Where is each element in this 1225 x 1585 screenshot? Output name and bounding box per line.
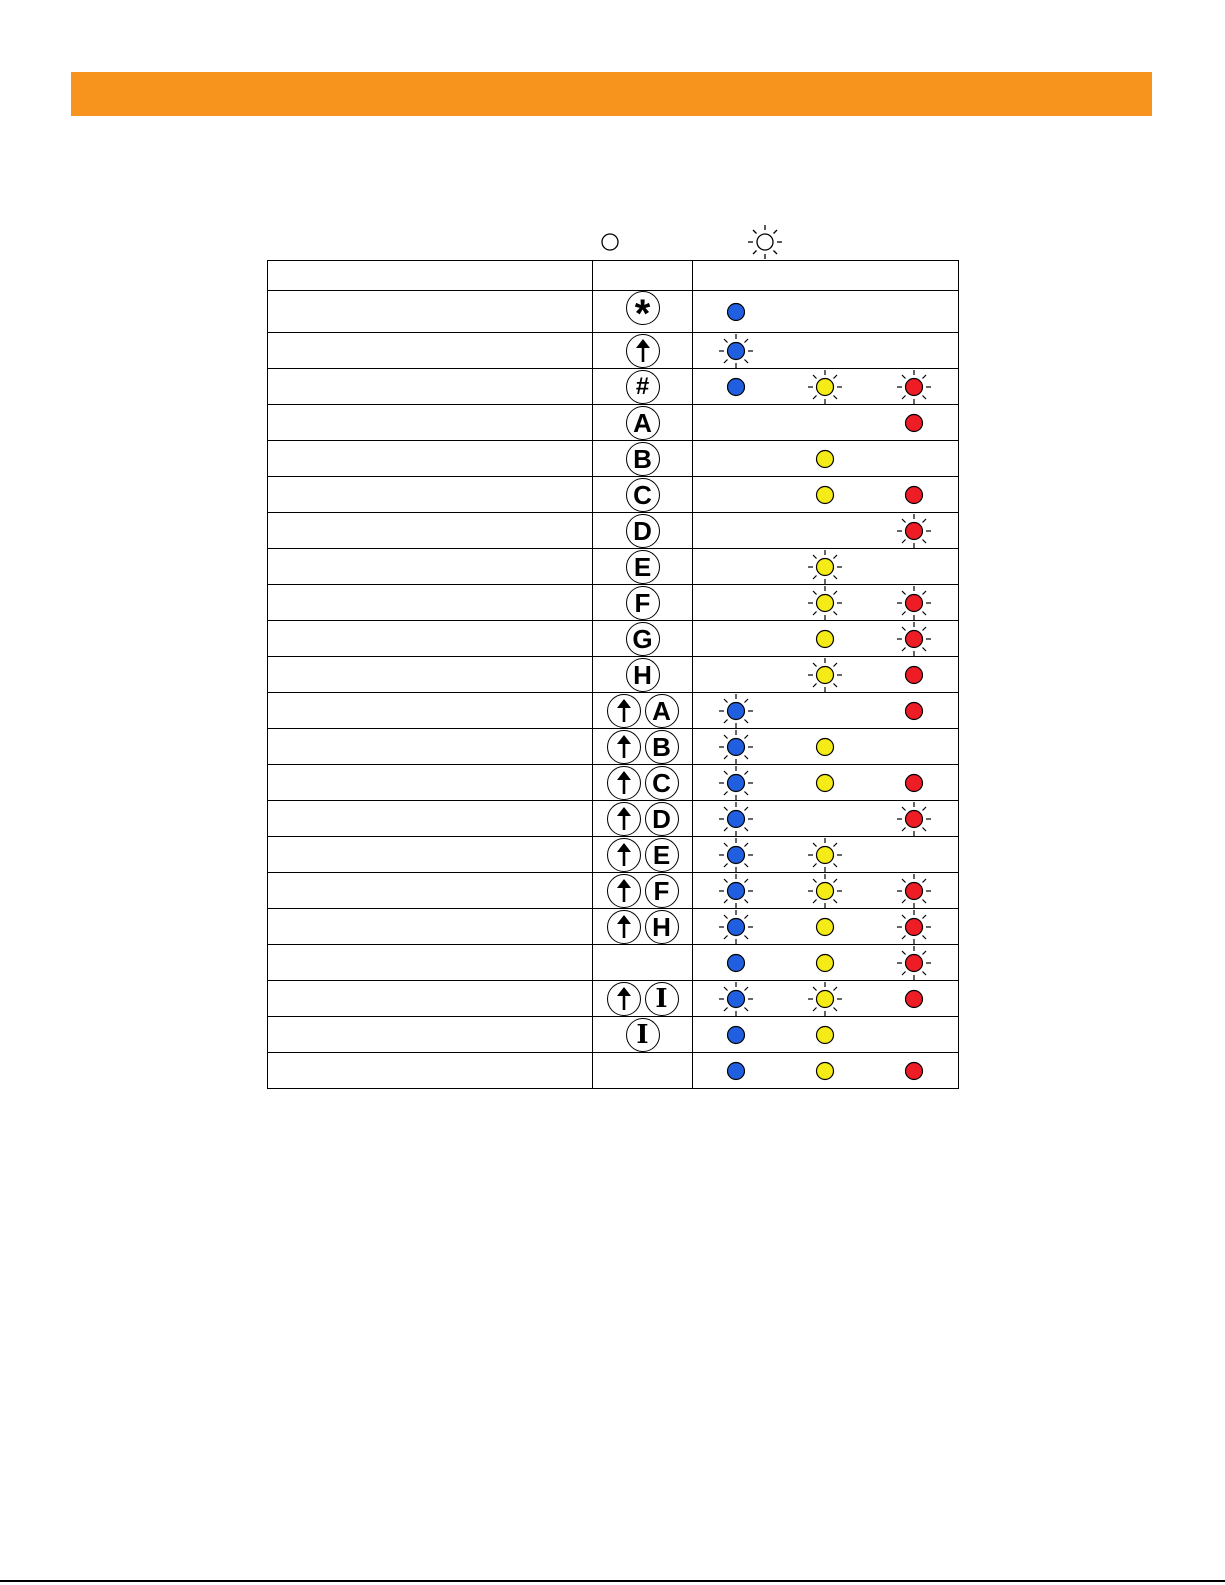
description-cell [268,513,593,549]
key-sequence [607,730,679,764]
led-state-cell [693,333,959,369]
e-key-icon: E [626,550,660,584]
yellow-led-on-icon [805,943,845,983]
key-sequence-cell [593,477,693,513]
blue-led-on-icon [716,943,756,983]
description-cell [268,405,593,441]
blue-led-flashing-icon [716,835,756,875]
yellow-led-on-icon [805,907,845,947]
yellow-led-on-icon [805,619,845,659]
header-cell-leds [693,261,959,291]
header-cell-keys [593,261,693,291]
table-row [268,657,959,693]
red-led-on-icon [894,475,934,515]
table-row [268,291,959,333]
led-state-cell [693,873,959,909]
led-state-cell [693,585,959,621]
yellow-led-on-icon [805,475,845,515]
shift-arrow-key-icon [607,694,641,728]
led-state-cell [693,405,959,441]
key-sequence [626,370,660,404]
description-cell [268,873,593,909]
table-row [268,621,959,657]
blue-led-flashing-icon [716,331,756,371]
key-sequence [607,694,679,728]
description-cell [268,441,593,477]
key-sequence-cell [593,621,693,657]
d-key-icon: D [626,514,660,548]
yellow-led-on-icon [805,763,845,803]
description-cell [268,549,593,585]
led-state-cell [693,981,959,1017]
table-row [268,1017,959,1053]
table-row [268,477,959,513]
description-cell [268,1017,593,1053]
description-cell [268,837,593,873]
key-sequence [607,766,679,800]
blue-led-on-icon [716,1051,756,1091]
shift-arrow-key-icon [607,982,641,1016]
header-bar [71,72,1152,116]
shift-arrow-key-icon [607,910,641,944]
key-sequence-cell [593,513,693,549]
table-row [268,405,959,441]
key-sequence-cell [593,369,693,405]
description-cell [268,909,593,945]
key-sequence-cell [593,1053,693,1089]
blue-led-on-icon [716,367,756,407]
key-sequence [626,1018,660,1052]
led-state-cell [693,291,959,333]
yellow-led-flashing-icon [805,547,845,587]
description-cell [268,291,593,333]
key-sequence-cell [593,1017,693,1053]
yellow-led-flashing-icon [805,979,845,1019]
legend-flashing-icon [747,224,783,254]
blue-led-flashing-icon [716,763,756,803]
red-led-on-icon [894,763,934,803]
red-led-on-icon [894,1051,934,1091]
c-key-icon: C [645,766,679,800]
red-led-flashing-icon [894,619,934,659]
yellow-led-flashing-icon [805,655,845,695]
shift-arrow-key-icon [607,802,641,836]
led-state-cell [693,477,959,513]
table-header-row [268,261,959,291]
yellow-led-on-icon [805,1015,845,1055]
b-key-icon: B [645,730,679,764]
f-key-icon: F [626,586,660,620]
table-row [268,333,959,369]
led-state-cell [693,621,959,657]
c-key-icon: C [626,478,660,512]
led-state-cell [693,441,959,477]
key-sequence [626,406,660,440]
led-state-cell [693,729,959,765]
key-sequence [626,586,660,620]
yellow-led-flashing-icon [805,871,845,911]
table-row [268,729,959,765]
key-sequence-cell [593,585,693,621]
key-sequence [626,622,660,656]
shift-arrow-key-icon [626,334,660,368]
led-state-cell [693,369,959,405]
red-led-flashing-icon [894,511,934,551]
key-sequence-cell [593,837,693,873]
table-row [268,693,959,729]
key-sequence [626,442,660,476]
i-key-icon: I [645,982,679,1016]
red-led-flashing-icon [894,799,934,839]
e-key-icon: E [645,838,679,872]
table-row [268,369,959,405]
a-key-icon: A [626,406,660,440]
yellow-led-flashing-icon [805,835,845,875]
key-sequence [626,658,660,692]
key-sequence-cell [593,657,693,693]
shift-arrow-key-icon [607,730,641,764]
blue-led-flashing-icon [716,799,756,839]
table-row [268,585,959,621]
table-row [268,801,959,837]
key-sequence [607,874,679,908]
yellow-led-flashing-icon [805,583,845,623]
red-led-on-icon [894,691,934,731]
bottom-rule [0,1580,1225,1582]
key-sequence-cell [593,291,693,336]
shift-arrow-key-icon [607,874,641,908]
table-row [268,873,959,909]
key-sequence [607,982,679,1016]
h-key-icon: H [626,658,660,692]
key-sequence [607,802,679,836]
key-sequence-cell [593,693,693,729]
red-led-flashing-icon [894,943,934,983]
blue-led-flashing-icon [716,727,756,767]
yellow-led-on-icon [805,1051,845,1091]
key-sequence [607,838,679,872]
led-state-cell [693,909,959,945]
red-led-flashing-icon [894,367,934,407]
description-cell [268,1053,593,1089]
description-cell [268,693,593,729]
blue-led-flashing-icon [716,871,756,911]
key-sequence-cell [593,765,693,801]
led-state-cell [693,945,959,981]
hash-key-icon: # [626,370,660,404]
led-state-cell [693,837,959,873]
yellow-led-flashing-icon [805,367,845,407]
table-row [268,1053,959,1089]
d-key-icon: D [645,802,679,836]
red-led-on-icon [894,655,934,695]
h-key-icon: H [645,910,679,944]
table-row [268,837,959,873]
key-sequence-cell [593,981,693,1017]
shift-arrow-key-icon [607,766,641,800]
red-led-flashing-icon [894,871,934,911]
table-row [268,981,959,1017]
led-state-cell [693,513,959,549]
led-state-cell [693,657,959,693]
blue-led-flashing-icon [716,979,756,1019]
key-sequence [626,514,660,548]
description-cell [268,621,593,657]
table-row [268,945,959,981]
key-sequence-cell [593,441,693,477]
description-cell [268,981,593,1017]
key-sequence [626,291,660,336]
description-cell [268,369,593,405]
description-cell [268,729,593,765]
key-sequence-cell [593,405,693,441]
blue-led-flashing-icon [716,907,756,947]
key-sequence-cell [593,801,693,837]
red-led-on-icon [894,979,934,1019]
key-sequence-cell [593,549,693,585]
description-cell [268,801,593,837]
key-sequence [626,334,660,368]
key-sequence-cell [593,873,693,909]
b-key-icon: B [626,442,660,476]
i-key-icon: I [626,1018,660,1052]
led-state-cell [693,765,959,801]
description-cell [268,585,593,621]
table-row [268,765,959,801]
blue-led-on-icon [716,1015,756,1055]
yellow-led-on-icon [805,727,845,767]
key-sequence-cell [593,909,693,945]
led-state-cell [693,1053,959,1089]
description-cell [268,657,593,693]
description-cell [268,945,593,981]
key-sequence [626,478,660,512]
red-led-flashing-icon [894,583,934,623]
header-cell-description [268,261,593,291]
description-cell [268,333,593,369]
table-row [268,909,959,945]
asterisk-key-icon: * [626,291,660,325]
yellow-led-on-icon [805,439,845,479]
legend-off-icon [598,227,622,257]
shift-arrow-key-icon [607,838,641,872]
blue-led-flashing-icon [716,691,756,731]
red-led-on-icon [894,403,934,443]
led-state-cell [693,1017,959,1053]
description-cell [268,765,593,801]
key-sequence-cell [593,333,693,369]
blue-led-on-icon [716,292,756,332]
led-code-table [267,260,959,1089]
led-state-cell [693,549,959,585]
led-state-cell [693,693,959,729]
key-sequence-cell [593,729,693,765]
key-sequence [607,910,679,944]
description-cell [268,477,593,513]
key-sequence [626,550,660,584]
g-key-icon: G [626,622,660,656]
table-row [268,549,959,585]
table-row [268,513,959,549]
a-key-icon: A [645,694,679,728]
f-key-icon: F [645,874,679,908]
key-sequence-cell [593,945,693,981]
table-row [268,441,959,477]
led-state-cell [693,801,959,837]
red-led-flashing-icon [894,907,934,947]
